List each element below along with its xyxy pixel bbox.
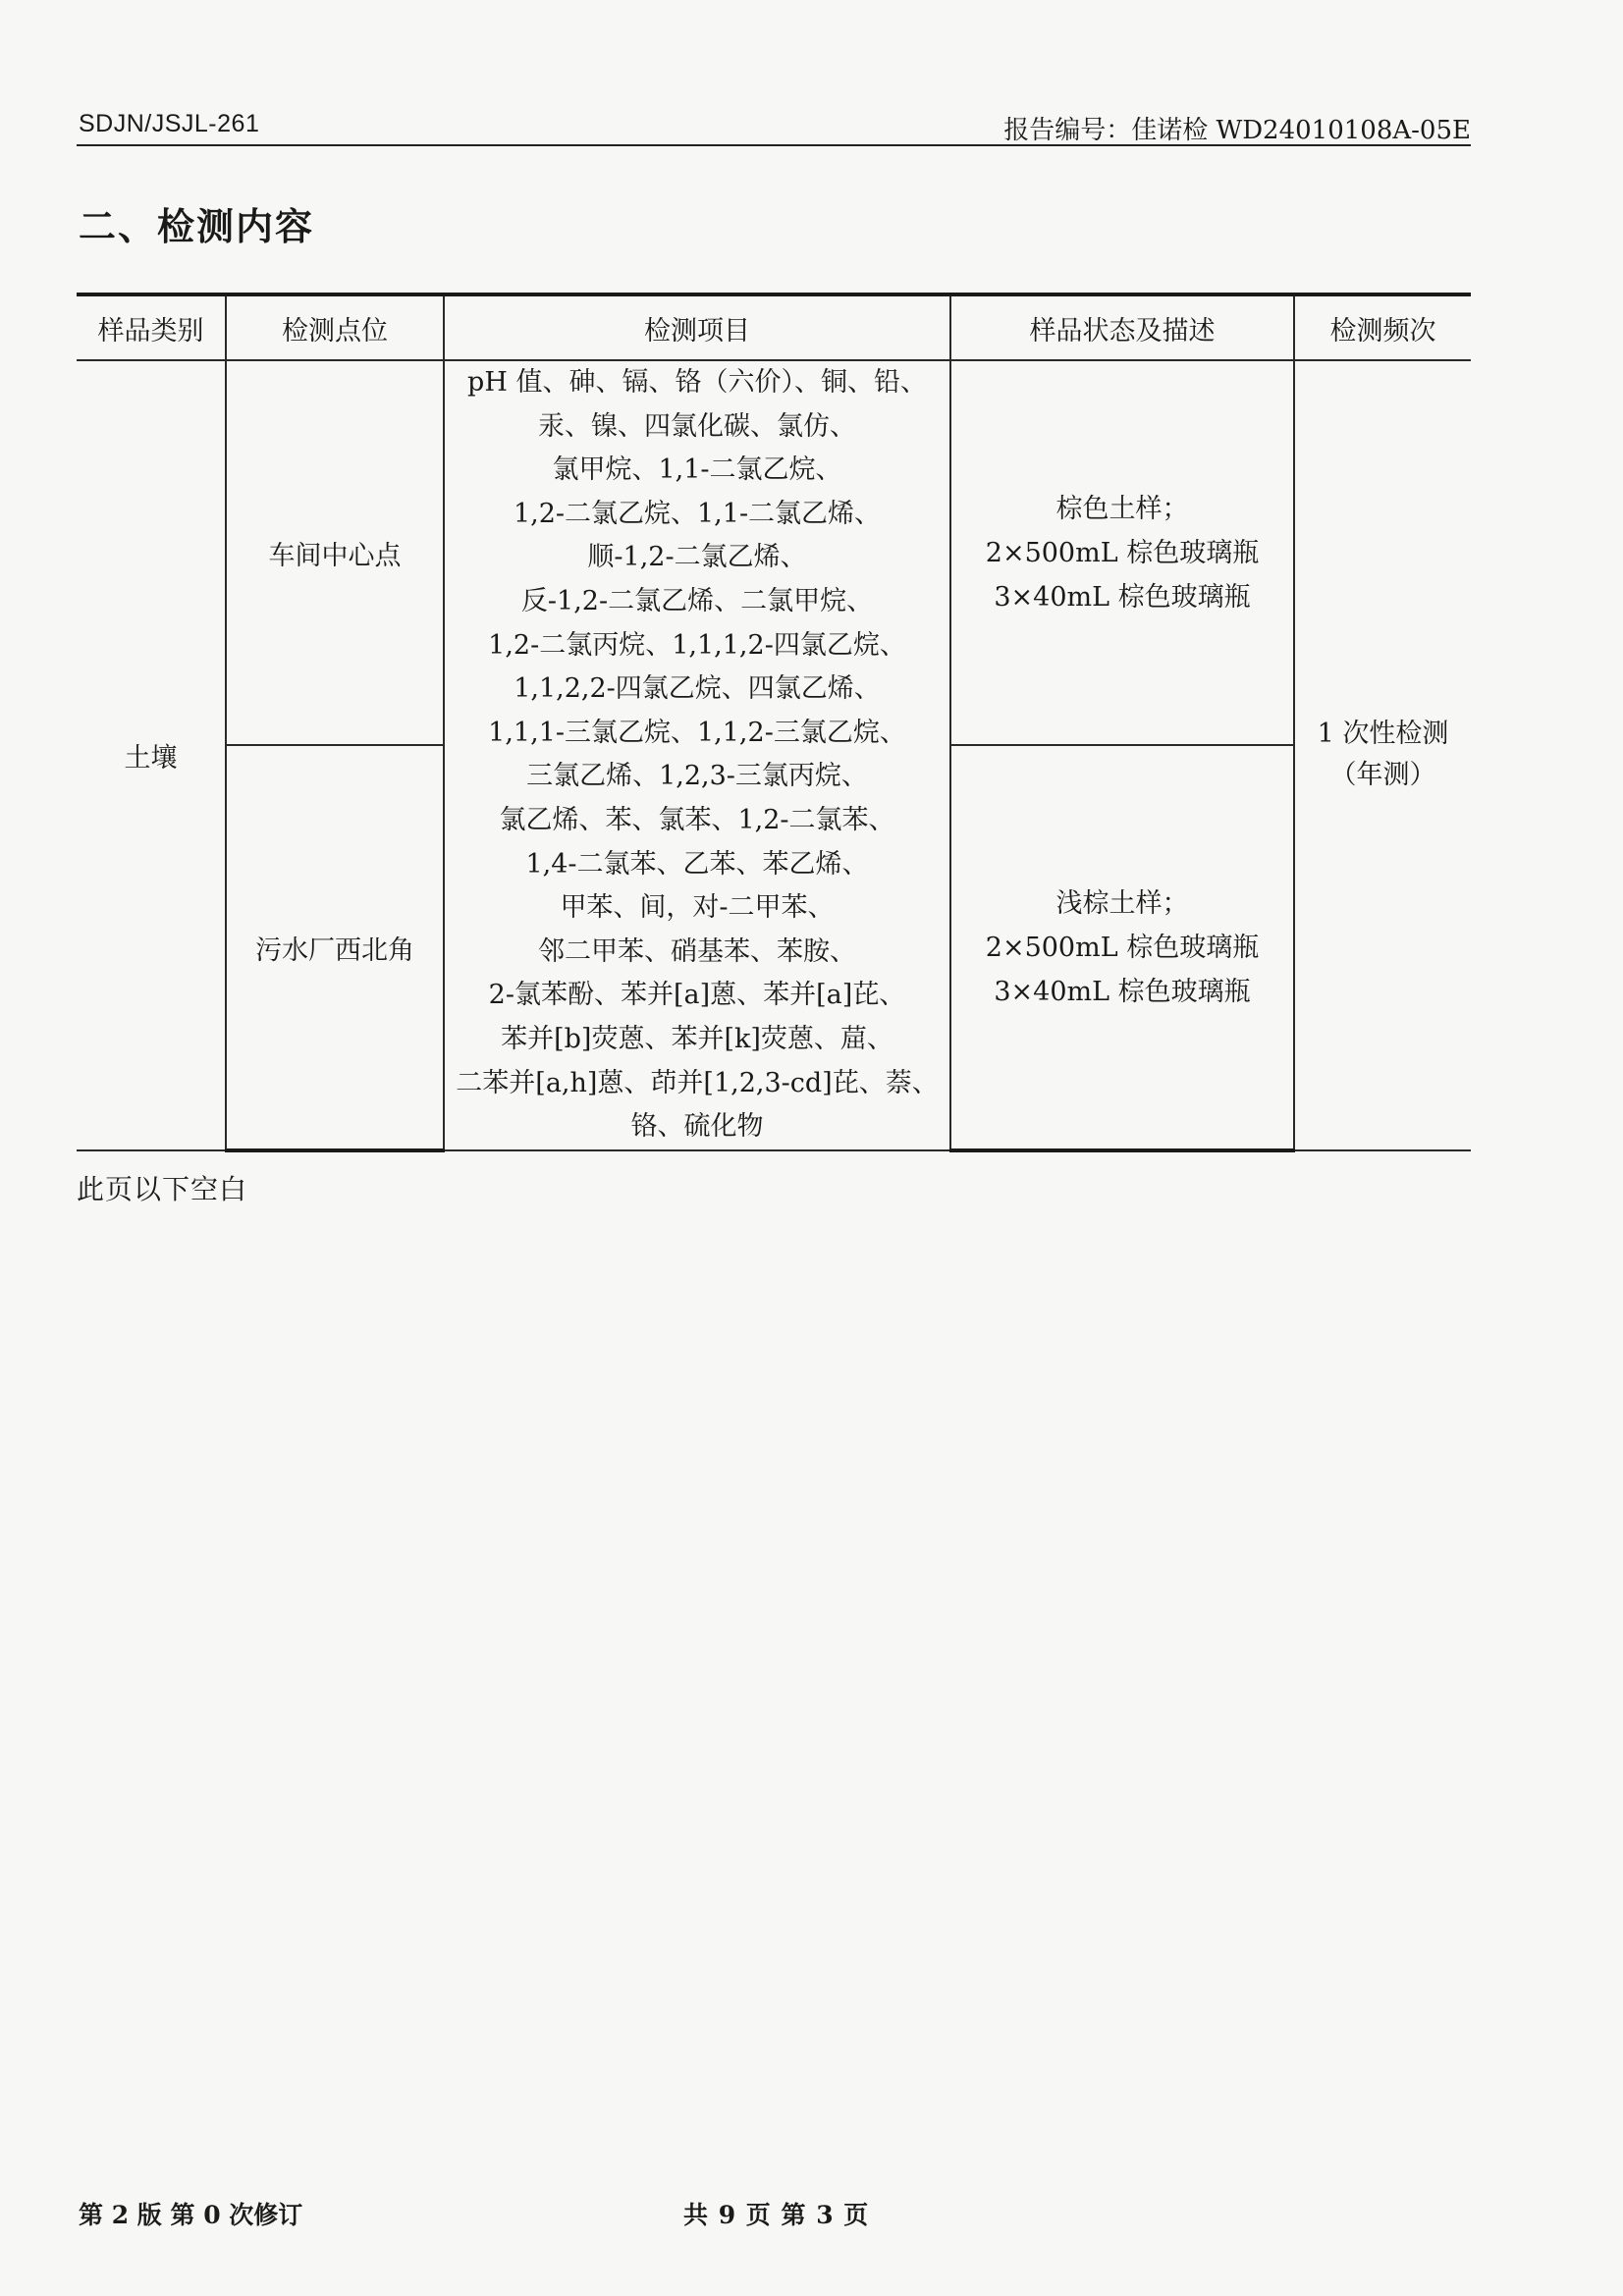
- frequency-line: （年测）: [1329, 760, 1436, 791]
- description-line: 2×500mL 棕色玻璃瓶: [985, 537, 1260, 568]
- detection-item-line: 2-氯苯酚、苯并[a]蒽、苯并[a]芘、: [488, 980, 906, 1011]
- header-detection-items: 检测项目: [444, 294, 950, 360]
- detection-item-line: 1,1,1-三氯乙烷、1,1,2-三氯乙烷、: [488, 717, 906, 748]
- header-sample-category: 样品类别: [77, 294, 226, 360]
- frequency-line: 1 次性检测: [1317, 719, 1449, 750]
- header-detection-point: 检测点位: [226, 294, 444, 360]
- detection-item-line: 二苯并[a,h]蒽、茚并[1,2,3-cd]芘、萘、: [456, 1067, 939, 1098]
- description-line: 浅棕土样；: [1055, 887, 1189, 919]
- detection-item-line: 1,4-二氯苯、乙苯、苯乙烯、: [525, 848, 869, 880]
- detection-items-cell: [444, 360, 950, 1150]
- sample-description-cell: [950, 745, 1294, 1149]
- report-number: 报告编号：佳诺检 WD24010108A-05E: [1003, 116, 1471, 145]
- header-detection-frequency: 检测频次: [1294, 294, 1471, 360]
- detection-item-line: 苯并[b]荧蒽、苯并[k]荧蒽、䓛、: [501, 1023, 893, 1054]
- table-header-row: [77, 294, 1471, 360]
- detection-item-line: 1,2-二氯丙烷、1,1,1,2-四氯乙烷、: [488, 629, 906, 661]
- detection-item-line: 1,2-二氯乙烷、1,1-二氯乙烯、: [513, 498, 882, 529]
- detection-item-line: 氯甲烷、1,1-二氯乙烷、: [552, 454, 842, 486]
- page-number: 共 9 页 第 3 页: [683, 2201, 870, 2229]
- description-line: 2×500mL 棕色玻璃瓶: [985, 932, 1260, 963]
- detection-item-line: 铬、硫化物: [630, 1111, 764, 1143]
- blank-below-note: 此页以下空白: [77, 1173, 248, 1205]
- description-line: 3×40mL 棕色玻璃瓶: [994, 581, 1251, 613]
- table-row: [77, 360, 1471, 745]
- revision-info: 第 2 版 第 0 次修订: [79, 2201, 303, 2229]
- header-sample-description: 样品状态及描述: [950, 294, 1294, 360]
- detection-item-line: 甲苯、间，对-二甲苯、: [560, 892, 835, 924]
- detection-frequency-cell: [1294, 360, 1471, 1150]
- detection-point-cell: 污水厂西北角: [226, 745, 444, 1149]
- description-line: 3×40mL 棕色玻璃瓶: [994, 976, 1251, 1007]
- detection-content-table: [77, 293, 1471, 1152]
- detection-item-line: 三氯乙烯、1,2,3-三氯丙烷、: [526, 761, 868, 792]
- detection-item-line: 顺-1,2-二氯乙烯、: [587, 542, 807, 573]
- detection-item-line: 邻二甲苯、硝基苯、苯胺、: [538, 935, 856, 967]
- document-code: SDJN/JSJL-261: [79, 110, 260, 137]
- detection-item-line: 氯乙烯、苯、氯苯、1,2-二氯苯、: [499, 804, 895, 835]
- detection-item-line: 反-1,2-二氯乙烯、二氯甲烷、: [520, 585, 874, 616]
- detection-point-cell: 车间中心点: [226, 360, 444, 745]
- sample-description-cell: [950, 360, 1294, 745]
- detection-item-line: 汞、镍、四氯化碳、氯仿、: [538, 410, 856, 442]
- sample-category-cell: 土壤: [77, 360, 226, 1150]
- description-line: 棕色土样；: [1055, 493, 1189, 524]
- section-title: 二、检测内容: [79, 204, 315, 248]
- detection-item-line: 1,1,2,2-四氯乙烷、四氯乙烯、: [514, 673, 881, 705]
- detection-item-line: pH 值、砷、镉、铬（六价）、铜、铅、: [467, 367, 927, 398]
- header-divider: [77, 144, 1471, 146]
